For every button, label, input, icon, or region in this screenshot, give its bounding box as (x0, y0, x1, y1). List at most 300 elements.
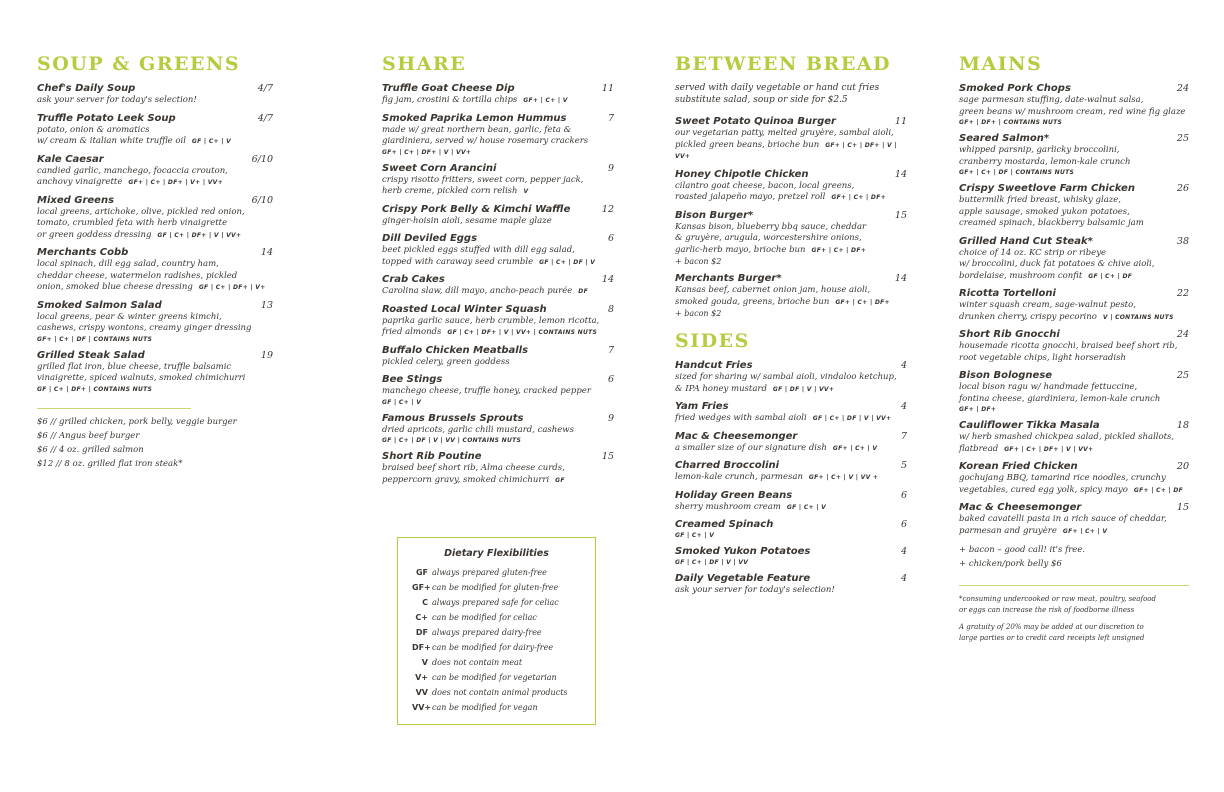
item-header (675, 401, 907, 413)
item-name: Creamed Spinach (675, 519, 774, 530)
item-name: Crispy Sweetlove Farm Chicken (959, 183, 1135, 194)
item-description (382, 216, 614, 228)
item-price: 4 (900, 401, 907, 412)
item-name: Charred Broccolini (675, 460, 780, 471)
protein-addon: $6 // 4 oz. grilled salmon (37, 444, 144, 455)
description-line (959, 473, 1189, 485)
item-header (37, 154, 273, 166)
menu-item (382, 83, 614, 107)
item-name: Crab Cakes (382, 274, 445, 285)
item-description (675, 222, 907, 268)
item-header (675, 431, 907, 443)
description-text: vegetables, cured egg yolk, spicy mayo (959, 484, 1128, 495)
item-name: Handcut Fries (675, 360, 753, 371)
sides-list (675, 360, 907, 597)
divider (37, 408, 191, 409)
description-text: creamed spinach, blackberry balsamic jam (959, 218, 1144, 228)
item-name: Grilled Steak Salad (37, 349, 145, 361)
item-name: Merchants Burger* (675, 273, 782, 284)
menu-item (675, 519, 907, 540)
item-description (959, 195, 1189, 230)
description-line (959, 341, 1189, 353)
description-text: w/ herb smashed chickpea salad, pickled shallots, (959, 432, 1175, 442)
dietary-tags: GF+ | C+ | DF+ (835, 298, 890, 306)
item-price: 6/10 (251, 194, 273, 206)
description-text: sized for sharing w/ sambal aioli, vindaloo ketchup, (675, 372, 897, 382)
description-text: potato, onion & aromatics (37, 124, 150, 135)
menu-item (959, 502, 1189, 537)
share-list (382, 83, 614, 486)
item-name: Korean Fried Chicken (959, 461, 1078, 472)
item-header (959, 83, 1189, 95)
description-text: beet pickled eggs stuffed with dill egg salad, (382, 245, 575, 255)
description-text: parmesan and gruyère (959, 525, 1057, 536)
description-line (675, 245, 907, 257)
description-line (382, 216, 614, 228)
item-name: Bison Burger* (675, 209, 754, 221)
description-line (382, 245, 614, 257)
item-header (382, 304, 614, 316)
description-text: buttermilk fried breast, whisky glaze, (959, 195, 1121, 205)
share-column (382, 54, 614, 492)
item-description (382, 316, 614, 339)
description-text: garlic-herb mayo, brioche bun (675, 244, 806, 255)
dietary-text: can be modified for celiac (432, 613, 537, 622)
item-addon: + bacon $2 (675, 309, 722, 318)
footnote-line: *consuming undercooked or raw meat, poultry, seafood (959, 595, 1156, 603)
dietary-text: always prepared dairy-free (432, 628, 542, 637)
item-description (675, 285, 907, 319)
item-price: 6 (900, 489, 907, 501)
share-title: SHARE (382, 53, 467, 75)
description-text: housemade ricotta gnocchi, braised beef short rib, (959, 341, 1178, 351)
footnote-line: large parties or to credit card receipts left unsigned (959, 633, 1145, 642)
item-description (675, 585, 907, 597)
main-addon: + chicken/pork belly $6 (959, 559, 1062, 569)
description-text: whipped parsnip, garlicky broccolini, (959, 145, 1120, 155)
item-name: Truffle Goat Cheese Dip (382, 83, 515, 94)
item-header (382, 374, 614, 386)
menu-item (382, 413, 614, 446)
item-header (675, 573, 907, 585)
item-price: 9 (607, 412, 614, 424)
menu-item (675, 273, 907, 319)
item-header (382, 204, 614, 216)
item-header (959, 461, 1189, 473)
item-description (675, 372, 907, 395)
item-description (675, 413, 907, 425)
item-price: 25 (1176, 370, 1189, 381)
description-line (675, 181, 907, 193)
description-line (382, 286, 614, 298)
description-line (959, 312, 1189, 324)
dietary-tags: V (523, 188, 529, 195)
mains-column (959, 54, 1189, 650)
description-text: fried almonds (382, 327, 442, 337)
description-text: ginger-hoisin aioli, sesame maple glaze (382, 215, 552, 226)
item-description (675, 558, 907, 567)
menu-item (675, 360, 907, 395)
description-line (382, 186, 614, 198)
between-bread-intro (675, 83, 907, 106)
dietary-tags: GF+ | C+ | DF+ (811, 246, 867, 254)
description-line (382, 386, 614, 398)
item-name: Smoked Paprika Lemon Hummus (382, 112, 567, 124)
dietary-text: can be modified for dairy-free (432, 643, 554, 652)
dietary-text: does not contain meat (432, 658, 523, 667)
mains-title: MAINS (959, 53, 1043, 75)
description-text: tomato, crumbled feta with herb vinaigrette (37, 218, 228, 228)
menu-item (675, 546, 907, 567)
item-name: Roasted Local Winter Squash (382, 303, 547, 315)
description-line (37, 282, 273, 294)
description-line (959, 157, 1189, 169)
description-line (959, 248, 1189, 260)
description-line (959, 382, 1189, 394)
description-line (959, 107, 1189, 119)
description-line (37, 218, 273, 230)
description-text: bordelaise, mushroom confit (959, 270, 1083, 281)
description-text: sherry mushroom cream (675, 501, 781, 512)
dietary-row (412, 628, 595, 643)
mains-addons (959, 543, 1189, 571)
menu-item (959, 329, 1189, 364)
item-header (959, 370, 1189, 382)
description-text: pickled green beans, brioche bun (675, 139, 820, 150)
dietary-tags: GF | C+ | V (675, 532, 715, 539)
description-text: smoked gouda, greens, brioche bun (675, 296, 830, 307)
description-text: local bison ragu w/ handmade fettuccine, (959, 382, 1138, 392)
item-header (959, 329, 1189, 341)
dietary-row (412, 613, 595, 628)
item-description (382, 357, 614, 369)
description-line (37, 312, 273, 324)
item-name: Daily Vegetable Feature (675, 573, 811, 584)
menu-item (959, 183, 1189, 230)
description-text: anchovy vinaigrette (37, 177, 123, 187)
menu-item (959, 236, 1189, 283)
description-line (37, 177, 273, 189)
item-header (959, 183, 1189, 195)
dietary-code: V (421, 658, 428, 667)
item-description (675, 443, 907, 455)
description-line (675, 140, 907, 163)
protein-addon: $6 // grilled chicken, pork belly, veggie burger (37, 416, 237, 427)
dietary-legend (397, 537, 596, 725)
dietary-code: GF (415, 568, 428, 577)
description-line (382, 425, 614, 437)
dietary-tags: GF | DF | V | VV+ (772, 385, 835, 393)
item-price: 15 (1176, 502, 1189, 513)
description-line (382, 125, 614, 137)
dietary-code: DF+ (412, 643, 431, 652)
item-description (382, 175, 614, 198)
item-description (37, 125, 273, 148)
item-header (959, 420, 1189, 432)
description-line (382, 95, 614, 107)
dietary-text: always prepared gluten-free (432, 568, 547, 577)
description-text: lemon-kale crunch, parmesan (675, 472, 803, 482)
description-line (959, 145, 1189, 157)
description-line (37, 125, 273, 137)
description-text: manchego cheese, truffle honey, cracked pepper (382, 386, 591, 396)
item-name: Bee Stings (382, 374, 443, 385)
description-text: vinaigrette, spiced walnuts, smoked chimichurri (37, 373, 246, 383)
footnote-line: A gratuity of 20% may be added at our discretion to (959, 623, 1144, 631)
item-description (382, 286, 614, 298)
item-description (37, 95, 273, 107)
dietary-row (412, 703, 595, 718)
menu-item (382, 233, 614, 268)
description-text: winter squash cream, sage-walnut pesto, (959, 300, 1136, 310)
description-text: peppercorn gravy, smoked chimichurri (382, 474, 550, 485)
item-price: 15 (601, 451, 614, 462)
menu-item (382, 304, 614, 339)
between-bread-title: BETWEEN BREAD (675, 53, 892, 75)
dietary-code: C (422, 598, 428, 607)
description-line (382, 357, 614, 369)
description-line (382, 475, 614, 487)
description-line (675, 222, 907, 234)
dietary-row (412, 568, 595, 583)
dietary-tags: GF+ | DF+ (959, 406, 997, 413)
item-description (37, 259, 273, 294)
menu-item (675, 116, 907, 163)
menu-item (37, 154, 273, 189)
item-header (959, 236, 1189, 248)
dietary-tags: GF+ | C+ | V (832, 444, 878, 452)
item-name: Bison Bolognese (959, 370, 1053, 381)
item-header (382, 233, 614, 245)
item-description (959, 473, 1189, 496)
item-price: 18 (1176, 420, 1189, 431)
description-line (37, 323, 273, 335)
item-header (382, 345, 614, 357)
item-header (37, 350, 273, 362)
item-header (675, 546, 907, 558)
item-header (675, 360, 907, 372)
menu-item (37, 300, 273, 344)
dietary-list (412, 568, 595, 718)
description-text: topped with caraway seed crumble (382, 256, 534, 267)
description-text: flatbread (959, 443, 999, 454)
dietary-row (412, 643, 595, 658)
dietary-tags: GF+ | C+ | DF (1133, 486, 1184, 494)
item-header (675, 210, 907, 222)
protein-addon: $6 // Angus beef burger (37, 430, 140, 441)
dietary-tags: GF | C+ | DF+ | V+ (198, 284, 266, 291)
description-line (959, 218, 1189, 230)
menu-item (675, 210, 907, 268)
description-line (382, 463, 614, 475)
description-text: & IPA honey mustard (675, 383, 767, 394)
item-name: Kale Caesar (37, 153, 104, 165)
description-text: our vegetarian patty, melted gruyère, sambal aioli, (675, 128, 894, 138)
item-header (37, 247, 273, 259)
dietary-text: can be modified for vegetarian (432, 673, 557, 682)
item-description (675, 128, 907, 163)
item-description (959, 382, 1189, 414)
description-text: roasted jalapeño mayo, pretzel roll (675, 192, 826, 202)
main-addon: + bacon – good call! it's free. (959, 545, 1086, 555)
divider (959, 585, 1189, 586)
item-description (382, 95, 614, 107)
item-name: Honey Chipotle Chicken (675, 168, 809, 180)
dietary-code: GF+ (412, 583, 431, 592)
description-text: & gruyère, arugula, worcestershire onions, (675, 233, 862, 243)
description-text: w/ broccolini, duck fat potatoes & chive aioli, (959, 259, 1155, 269)
item-header (37, 83, 273, 95)
item-price: 9 (607, 162, 614, 174)
description-text: gochujang BBQ, tamarind rice noodles, crunchy (959, 473, 1166, 483)
item-price: 20 (1176, 461, 1189, 472)
dietary-tags: GF | C+ | V (786, 503, 827, 511)
item-addon: + bacon $2 (675, 257, 722, 266)
description-text: or green goddess dressing (37, 229, 152, 240)
item-name: Short Rib Gnocchi (959, 329, 1060, 340)
description-text: w/ cream & italian white truffle oil (37, 136, 186, 146)
item-description (959, 248, 1189, 283)
item-header (37, 300, 273, 312)
description-text: sage parmesan stuffing, date-walnut salsa, (959, 95, 1144, 105)
menu-item (37, 113, 273, 148)
description-text: giardiniera, served w/ house rosemary crackers (382, 136, 589, 146)
intro-line: served with daily vegetable or hand cut fries (675, 83, 880, 93)
description-line (959, 195, 1189, 207)
description-line (675, 297, 907, 309)
description-line (382, 136, 614, 148)
menu-item (37, 350, 273, 394)
item-name: Holiday Green Beans (675, 489, 793, 501)
dietary-tags: V | CONTAINS NUTS (1102, 313, 1174, 321)
item-price: 14 (260, 247, 273, 258)
item-header (675, 273, 907, 285)
description-text: local greens, pear & winter greens kimchi, (37, 311, 222, 322)
description-text: crispy risotto fritters, sweet corn, pepper jack, (382, 174, 584, 185)
item-description (959, 341, 1189, 364)
footnote-line: or eggs can increase the risk of foodborne illness (959, 605, 1135, 614)
dietary-tags: GF | C+ | V (191, 138, 232, 145)
item-description (959, 432, 1189, 455)
item-header (382, 274, 614, 286)
item-price: 38 (1176, 235, 1189, 247)
description-text: Kansas beef, cabernet onion jam, house aioli, (675, 285, 871, 295)
dietary-tags: GF+ | C+ | DF+ | V | VV+ (382, 148, 472, 156)
menu-item (959, 288, 1189, 323)
dietary-tags: GF | C+ | DF+ | V | VV+ | CONTAINS NUTS (447, 329, 598, 336)
description-line (959, 271, 1189, 283)
item-header (675, 490, 907, 502)
description-line (675, 372, 907, 384)
item-price: 15 (894, 209, 907, 221)
menu-item (382, 113, 614, 157)
dietary-tags: GF+ | C+ | DF+ (831, 194, 886, 201)
item-description (675, 472, 907, 484)
item-header (382, 83, 614, 95)
item-header (382, 113, 614, 125)
item-header (675, 460, 907, 472)
dietary-text: does not contain animal products (432, 688, 568, 697)
menu-item (675, 573, 907, 597)
dietary-code: DF (415, 628, 428, 637)
description-text: fig jam, crostini & tortilla chips (382, 95, 518, 105)
item-price: 4/7 (257, 112, 273, 124)
description-line (675, 472, 907, 484)
item-header (675, 169, 907, 181)
dietary-row (412, 673, 595, 688)
item-description (675, 181, 907, 204)
item-name: Smoked Salmon Salad (37, 299, 162, 311)
description-text: pickled celery, green goddess (382, 356, 510, 367)
dietary-code: V+ (415, 673, 428, 682)
description-line (37, 207, 273, 219)
item-header (675, 519, 907, 531)
item-name: Mac & Cheesemonger (959, 502, 1082, 513)
description-text: made w/ great northern bean, garlic, feta & (382, 124, 572, 135)
description-line (675, 413, 907, 425)
description-text: candied garlic, manchego, focaccia crouton, (37, 165, 228, 176)
description-text: cheddar cheese, watermelon radishes, pickled (37, 270, 238, 281)
menu-item (37, 247, 273, 294)
item-description (382, 425, 614, 446)
dietary-tags: GF+ | C+ | DF+ | V+ | VV+ (128, 179, 223, 186)
description-line (959, 485, 1189, 497)
dietary-text: can be modified for vegan (432, 703, 538, 712)
dietary-code: VV+ (412, 703, 432, 712)
description-text: Carolina slaw, dill mayo, ancho-peach purée (382, 286, 573, 296)
description-text: choice of 14 oz. KC strip or ribeye (959, 247, 1107, 258)
dietary-row (412, 598, 595, 613)
menu-item (959, 461, 1189, 496)
item-header (37, 113, 273, 125)
description-text: root vegetable chips, light horseradish (959, 352, 1126, 363)
item-price: 5 (900, 460, 907, 471)
dietary-tags: GF | C+ | DF+ | V | VV+ (157, 231, 242, 239)
item-price: 26 (1176, 183, 1189, 194)
item-description (959, 300, 1189, 323)
dietary-tags: GF (555, 476, 565, 484)
item-name: Short Rib Poutine (382, 451, 482, 462)
item-price: 6 (900, 519, 907, 530)
menu-item (675, 460, 907, 484)
description-line (37, 271, 273, 283)
item-price: 11 (894, 116, 907, 127)
soup-addons (37, 415, 273, 471)
item-description (382, 245, 614, 268)
description-line (37, 362, 273, 374)
description-line (959, 95, 1189, 107)
item-header (382, 451, 614, 463)
menu-item (959, 420, 1189, 455)
description-text: drunken cherry, crispy pecorino (959, 311, 1097, 322)
description-text: cilantro goat cheese, bacon, local greens, (675, 180, 855, 191)
item-price: 24 (1176, 329, 1189, 340)
item-name: Grilled Hand Cut Steak* (959, 235, 1093, 247)
item-price: 14 (601, 274, 614, 285)
dietary-text: always prepared safe for celiac (432, 598, 559, 607)
description-line (959, 526, 1189, 538)
menu-item (675, 169, 907, 204)
description-line (675, 233, 907, 245)
menu-item (382, 345, 614, 369)
description-line (37, 166, 273, 178)
menu-item (959, 133, 1189, 177)
item-description (675, 531, 907, 540)
item-description (37, 207, 273, 242)
dietary-text: can be modified for gluten-free (432, 583, 559, 592)
description-line (37, 373, 273, 385)
item-name: Mixed Greens (37, 194, 115, 206)
